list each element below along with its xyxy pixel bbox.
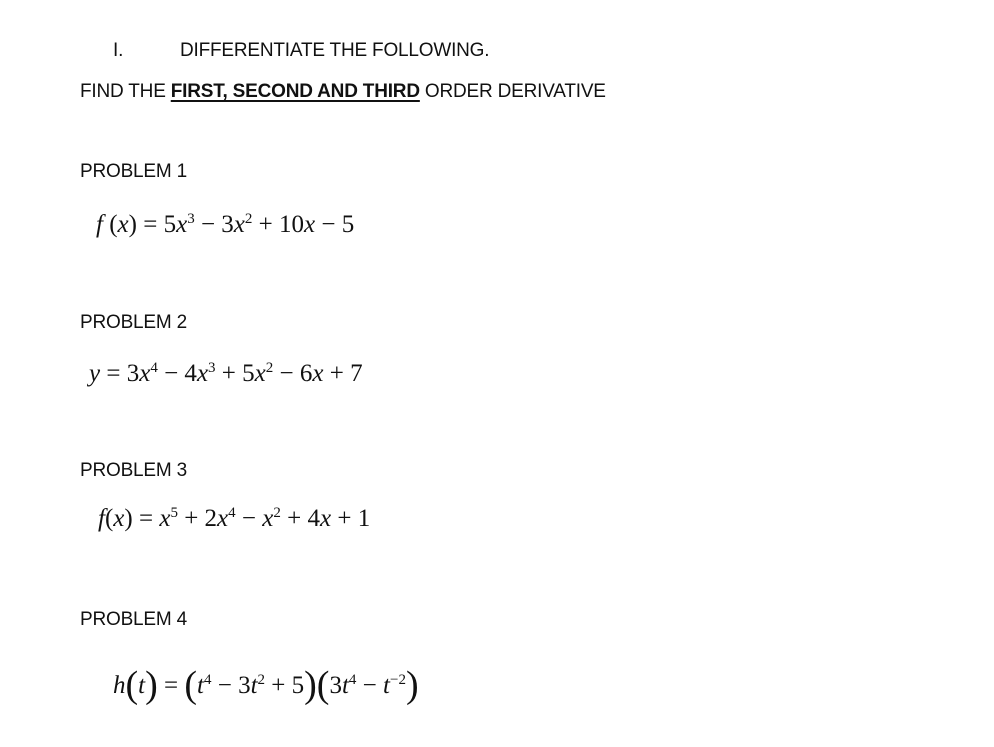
problem-4-expression: $h(t) = (t^4 - 3t^2 + 5)(3t^4 - t^{-2})$ [113,664,419,706]
instruction-emphasis: FIRST, SECOND AND THIRD [170,81,420,102]
instruction [80,81,606,103]
section-number: I. [113,40,124,61]
problem-2-expression: $y = 3x^4 - 4x^3 + 5x^2 - 6x + 7$ [89,360,363,387]
problem-3-expression: $f(x) = x^5 + 2x^4 - x^2 + 4x + 1$ [98,505,371,532]
problem-1-label: PROBLEM 1 [80,161,187,182]
instruction-suffix: ORDER DERIVATIVE [419,81,606,102]
problem-3-label: PROBLEM 3 [80,460,187,481]
problem-2-label: PROBLEM 2 [80,312,187,333]
problem-1-expression: f $(x) = 5x^3 - 3x^2 + 10x - 5$ [96,211,355,238]
instruction-prefix: FIND THE [80,81,171,102]
problem-4-label: PROBLEM 4 [80,609,187,630]
section-title: DIFFERENTIATE THE FOLLOWING. [180,40,490,61]
